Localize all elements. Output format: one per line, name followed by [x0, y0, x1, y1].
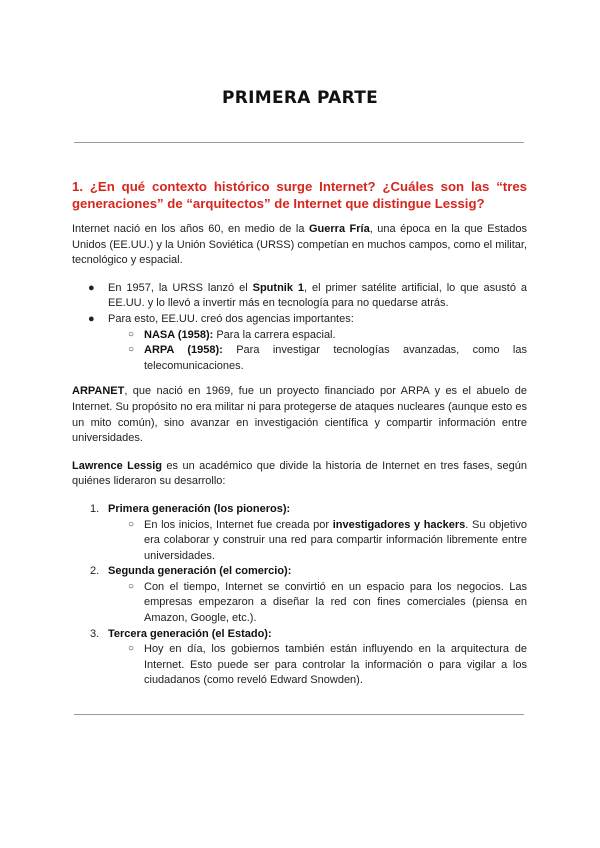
lessig-paragraph: [72, 459, 527, 490]
generation-text-c: . Su objetivo era colaborar y construir una red para compartir información libremente entre universidades.: [144, 518, 527, 562]
arpanet-paragraph: [72, 384, 527, 446]
document-body: [72, 178, 527, 689]
arpanet-bold: ARPANET: [72, 385, 125, 398]
generation-text-a: Con el tiempo, Internet se convirtió en un espacio para los negocios. Las empresas empezaron a diseñar la red con fines comerciales (piensa en Amazon, Google, etc.).: [144, 580, 527, 625]
context-bullet-list: [72, 281, 527, 375]
circle-bullet-icon: ○: [128, 580, 135, 592]
question-heading: 1. ¿En qué contexto histórico surge Internet? ¿Cuáles son las “tres generaciones” de “arquitectos” de Internet que distingue Lessig?: [72, 179, 527, 211]
circle-bullet-icon: ○: [128, 328, 135, 340]
generation-item-1: [72, 502, 527, 564]
bullet-bold-sputnik: Sputnik 1: [252, 281, 305, 294]
generation-item-2: [72, 564, 527, 626]
sub-bold-nasa: NASA (1958):: [144, 328, 214, 341]
bullet-dot-icon: ●: [88, 281, 95, 294]
intro-paragraph: [72, 222, 527, 269]
bullet-item-sputnik: [72, 281, 527, 312]
agencies-sub-list: [108, 328, 527, 375]
lessig-bold: Lawrence Lessig: [72, 459, 163, 472]
generation-sub-list: [108, 642, 527, 689]
sub-text-arpa: Para investigar tecnologías avanzadas, como las telecomunicaciones.: [144, 344, 527, 372]
generation-title: Segunda generación (el comercio):: [108, 565, 292, 578]
generations-list: [72, 502, 527, 689]
top-divider: [74, 142, 524, 143]
generation-text-a: Hoy en día, los gobiernos también están influyendo en la arquitectura de Internet. Esto puede ser para controlar la información o para vigilar a los ciudadanos (como reveló Edward Snowden).: [144, 643, 527, 687]
intro-text-a: Internet nació en los años 60, en medio de la: [72, 223, 309, 235]
sub-item-nasa: [108, 328, 527, 344]
bullet-dot-icon: ●: [88, 312, 95, 325]
generation-sub-list: [108, 518, 527, 565]
generation-detail: [108, 580, 527, 627]
generation-title: Primera generación (los pioneros):: [108, 502, 291, 515]
sub-item-arpa: [108, 343, 527, 374]
circle-bullet-icon: ○: [128, 518, 135, 530]
generation-detail: [108, 642, 527, 689]
bottom-divider: [74, 714, 524, 715]
generation-text-a: En los inicios, Internet fue creada por: [144, 518, 333, 531]
bullet-text-a: En 1957, la URSS lanzó el: [108, 281, 253, 294]
generation-item-3: [72, 627, 527, 689]
generation-number: 3.: [90, 627, 100, 640]
bullet-text-c: , el primer satélite artificial, lo que asustó a EE.UU. y lo llevó a invertir más en tecnología para no quedarse atrás.: [108, 281, 527, 310]
circle-bullet-icon: ○: [128, 643, 135, 655]
arpanet-text: , que nació en 1969, fue un proyecto financiado por ARPA y es el abuelo de Internet. Su propósito no era militar ni para protegerse de ataques nucleares (aunque esto es un mito común), sino avanzar en investigación científica y compartir información entre universidades.: [72, 385, 527, 445]
generation-number: 1.: [90, 502, 100, 515]
sub-bold-arpa: ARPA (1958):: [144, 344, 223, 357]
page-title: PRIMERA PARTE: [221, 88, 379, 108]
intro-text-c: , una época en la que Estados Unidos (EE.UU.) y la Unión Soviética (URSS) competían en muchos campos, como el militar, tecnológico y espacial.: [72, 223, 527, 267]
bullet-text-agencies: Para esto, EE.UU. creó dos agencias importantes:: [108, 312, 354, 325]
generation-bold-investigadores: investigadores y hackers: [332, 518, 466, 531]
generation-sub-list: [108, 580, 527, 627]
circle-bullet-icon: ○: [128, 344, 135, 356]
bullet-item-agencies: [72, 312, 527, 374]
intro-bold-guerra-fria: Guerra Fría: [308, 223, 370, 235]
sub-text-nasa: Para la carrera espacial.: [213, 328, 336, 341]
lessig-text: es un académico que divide la historia de Internet en tres fases, según quiénes lideraron su desarrollo:: [72, 459, 527, 488]
generation-number: 2.: [90, 565, 100, 578]
generation-title: Tercera generación (el Estado):: [108, 627, 272, 640]
generation-detail: [108, 518, 527, 565]
